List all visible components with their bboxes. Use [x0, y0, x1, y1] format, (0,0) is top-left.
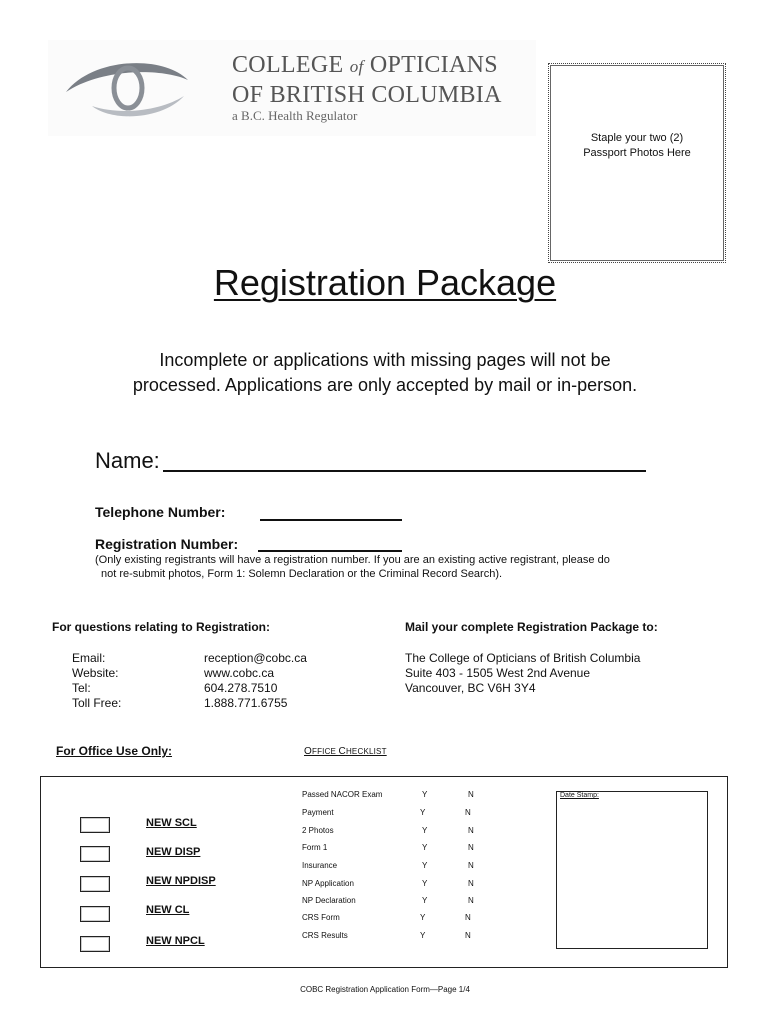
checklist-no[interactable]: N	[468, 861, 474, 870]
checklist-yes[interactable]: Y	[420, 808, 426, 817]
contact-label-tollfree: Toll Free:	[72, 696, 122, 710]
mail-heading: Mail your complete Registration Package to:	[405, 620, 658, 634]
checklist-no[interactable]: N	[468, 826, 474, 835]
label-new-npdisp: NEW NPDISP	[146, 875, 216, 887]
registration-number-label: Registration Number:	[95, 536, 239, 552]
checklist-no[interactable]: N	[465, 913, 471, 922]
contact-website-value[interactable]: www.cobc.ca	[204, 666, 275, 680]
contact-label-email: Email:	[72, 651, 106, 665]
registration-number-field-line[interactable]	[258, 550, 402, 552]
checklist-item: Insurance	[302, 861, 338, 870]
mail-address-line1: The College of Opticians of British Columbia	[405, 651, 641, 665]
eye-logo-icon	[62, 50, 192, 122]
telephone-field-line[interactable]	[260, 519, 402, 521]
checklist-no[interactable]: N	[465, 808, 471, 817]
date-stamp-label: Date Stamp:	[560, 792, 599, 799]
checklist-yes[interactable]: Y	[422, 896, 428, 905]
label-new-npcl: NEW NPCL	[146, 935, 205, 947]
checklist-item: Passed NACOR Exam	[302, 790, 383, 799]
checklist-item: NP Declaration	[302, 896, 356, 905]
checklist-yes[interactable]: Y	[420, 913, 426, 922]
contact-label-website: Website:	[72, 666, 119, 680]
checklist-no[interactable]: N	[468, 896, 474, 905]
registration-note-line2: not re-submit photos, Form 1: Solemn Declaration or the Criminal Record Search).	[101, 568, 503, 580]
checkbox-new-cl[interactable]	[80, 906, 110, 922]
checklist-yes[interactable]: Y	[422, 826, 428, 835]
label-new-cl: NEW CL	[146, 904, 190, 916]
intro-line2: processed. Applications are only accepted by mail or in-person.	[132, 375, 638, 395]
office-checklist-label: OFFICE CHECKLIST	[304, 746, 387, 757]
logo-tagline: a B.C. Health Regulator	[232, 108, 358, 123]
intro-text	[70, 348, 700, 398]
name-label: Name:	[95, 448, 160, 473]
checklist-no[interactable]: N	[468, 843, 474, 852]
photo-instructions	[552, 131, 722, 161]
photo-instructions-line2: Passport Photos Here	[583, 147, 691, 159]
mail-address-line2: Suite 403 - 1505 West 2nd Avenue	[405, 666, 591, 680]
checklist-yes[interactable]: Y	[422, 861, 428, 870]
label-new-scl: NEW SCL	[146, 817, 197, 829]
contact-label-tel: Tel:	[72, 681, 91, 695]
date-stamp-box	[556, 791, 708, 949]
contact-tollfree-value: 1.888.771.6755	[204, 696, 288, 710]
checklist-item: 2 Photos	[302, 826, 334, 835]
checkbox-new-npdisp[interactable]	[80, 876, 110, 892]
checklist-yes[interactable]: Y	[420, 931, 426, 940]
checklist-item: Form 1	[302, 843, 328, 852]
checklist-yes[interactable]: Y	[422, 843, 428, 852]
passport-photo-box	[548, 63, 726, 263]
checklist-no[interactable]: N	[465, 931, 471, 940]
checkbox-new-npcl[interactable]	[80, 936, 110, 952]
checklist-no[interactable]: N	[468, 790, 474, 799]
checklist-item: NP Application	[302, 879, 354, 888]
name-field-line[interactable]	[163, 470, 646, 472]
checklist-item: Payment	[302, 808, 334, 817]
contact-email-value[interactable]: reception@cobc.ca	[204, 651, 307, 665]
mail-address-line3: Vancouver, BC V6H 3Y4	[405, 681, 536, 695]
checklist-no[interactable]: N	[468, 879, 474, 888]
photo-instructions-line1: Staple your two (2)	[590, 132, 684, 144]
registration-note-line1: (Only existing registrants will have a registration number. If you are an existing active registrant, please do	[95, 554, 610, 566]
page-footer: COBC Registration Application Form—Page 1/4	[300, 985, 470, 994]
contact-tel-value: 604.278.7510	[204, 681, 278, 695]
logo-line1: COLLEGE of OPTICIANS	[232, 52, 498, 78]
intro-line1: Incomplete or applications with missing pages will not be	[159, 350, 611, 370]
telephone-label: Telephone Number:	[95, 504, 226, 520]
page-title: Registration Package	[213, 262, 557, 303]
label-new-disp: NEW DISP	[146, 846, 201, 858]
checklist-item: CRS Form	[302, 913, 340, 922]
office-use-label: For Office Use Only:	[56, 744, 173, 758]
checkbox-new-disp[interactable]	[80, 846, 110, 862]
contact-heading: For questions relating to Registration:	[52, 620, 271, 634]
checklist-item: CRS Results	[302, 931, 348, 940]
checkbox-new-scl[interactable]	[80, 817, 110, 833]
checklist-yes[interactable]: Y	[422, 790, 428, 799]
registration-note	[95, 553, 655, 581]
logo-line2: OF BRITISH COLUMBIA	[232, 82, 502, 108]
checklist-yes[interactable]: Y	[422, 879, 428, 888]
